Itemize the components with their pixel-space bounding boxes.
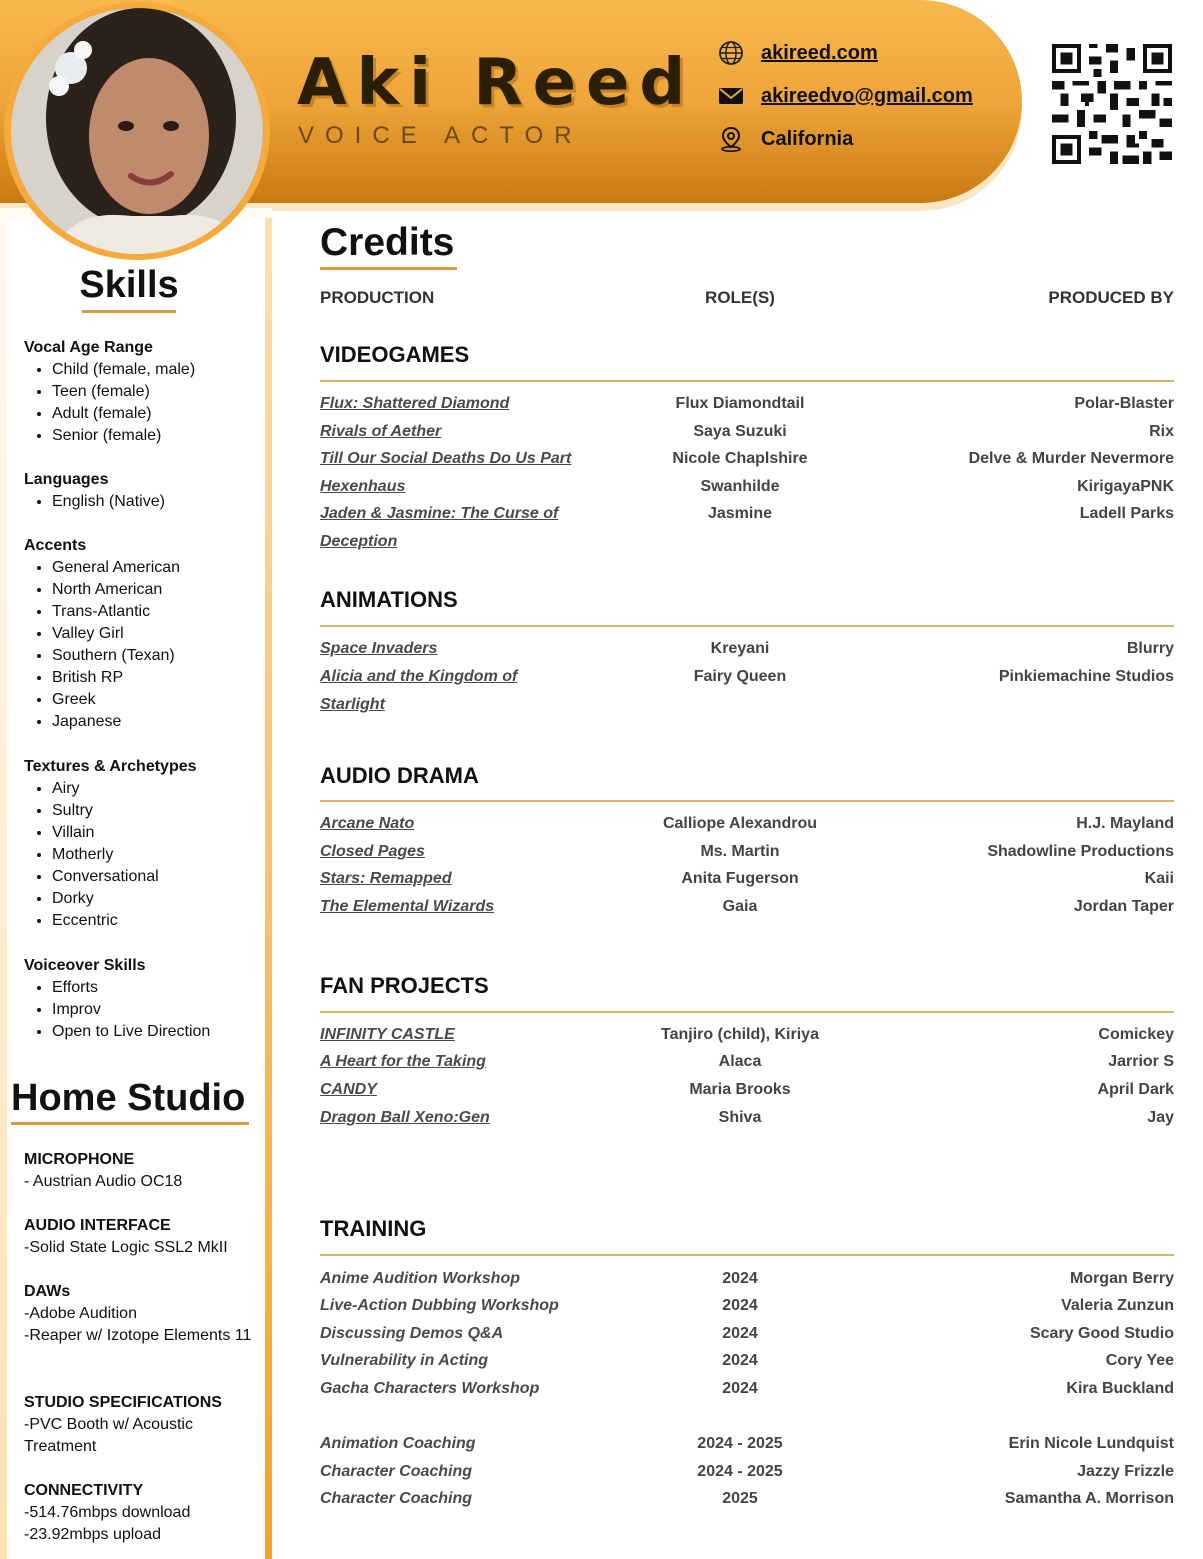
list-item: • Teen (female) bbox=[52, 381, 259, 403]
list-item: • British RP bbox=[52, 667, 259, 689]
producer-text: Jarrior S bbox=[1108, 1053, 1174, 1070]
list-item: • Trans-Atlantic bbox=[52, 601, 259, 623]
producer-text: Shadowline Productions bbox=[987, 843, 1174, 860]
list-item: • Greek bbox=[52, 689, 259, 711]
section-heading: Textures & Archetypes bbox=[24, 758, 197, 775]
role-text: Tanjiro (child), Kiriya bbox=[661, 1026, 819, 1043]
training-instructor: Kira Buckland bbox=[1066, 1380, 1174, 1397]
section-divider bbox=[320, 380, 1174, 382]
skills-title: Skills bbox=[79, 264, 179, 306]
production-link[interactable]: Alicia and the Kingdom of Starlight bbox=[320, 668, 518, 713]
list-item: • Motherly bbox=[52, 844, 259, 866]
producer-text: Ladell Parks bbox=[1079, 505, 1174, 522]
section-heading: AUDIO INTERFACE bbox=[24, 1217, 171, 1234]
list-item: • Open to Live Direction bbox=[52, 1021, 259, 1043]
credit-row bbox=[320, 635, 1174, 663]
section-title-audio-drama: AUDIO DRAMA bbox=[320, 763, 479, 788]
credits-title: Credits bbox=[320, 221, 455, 264]
section-heading: Languages bbox=[24, 471, 109, 488]
credit-row bbox=[320, 810, 1174, 838]
producer-text: Jay bbox=[1147, 1109, 1174, 1126]
training-instructor: Samantha A. Morrison bbox=[1004, 1490, 1174, 1507]
producer-text: Delve & Murder Nevermore bbox=[968, 450, 1174, 467]
website-link[interactable]: akireed.com bbox=[761, 41, 878, 64]
role-text: Anita Fugerson bbox=[681, 870, 799, 887]
credit-row bbox=[320, 1021, 1174, 1049]
section-heading: Voiceover Skills bbox=[24, 957, 146, 974]
training-year: 2024 bbox=[722, 1352, 758, 1369]
production-link[interactable]: INFINITY CASTLE bbox=[320, 1026, 455, 1043]
sidebar-accent-bar bbox=[265, 218, 272, 1559]
studio-line: -23.92mbps upload bbox=[24, 1526, 161, 1543]
list-item: • General American bbox=[52, 557, 259, 579]
avatar-portrait-image bbox=[11, 8, 263, 254]
credit-row bbox=[320, 838, 1174, 866]
training-year: 2024 bbox=[722, 1380, 758, 1397]
section-title-training: TRAINING bbox=[320, 1216, 427, 1241]
training-row bbox=[320, 1265, 1174, 1293]
credit-row bbox=[320, 1048, 1174, 1076]
studio-line: -Reaper w/ Izotope Elements 11 bbox=[24, 1327, 252, 1344]
training-year: 2024 - 2025 bbox=[697, 1435, 783, 1452]
skills-underline bbox=[82, 310, 176, 313]
globe-icon bbox=[718, 40, 744, 66]
avatar bbox=[11, 8, 263, 254]
producer-text: April Dark bbox=[1097, 1081, 1174, 1098]
training-year: 2024 bbox=[722, 1297, 758, 1314]
role-text: Jasmine bbox=[707, 505, 773, 522]
training-row bbox=[320, 1320, 1174, 1348]
credit-row bbox=[320, 663, 1174, 719]
production-link[interactable]: Arcane Nato bbox=[320, 815, 415, 832]
training-instructor: Jazzy Frizzle bbox=[1077, 1463, 1174, 1480]
training-name: Anime Audition Workshop bbox=[320, 1270, 520, 1287]
location-text: California bbox=[761, 127, 854, 150]
credit-row bbox=[320, 865, 1174, 893]
training-instructor: Valeria Zunzun bbox=[1061, 1297, 1174, 1314]
training-name: Animation Coaching bbox=[320, 1435, 476, 1452]
credit-row bbox=[320, 1104, 1174, 1132]
home-studio-title: Home Studio bbox=[11, 1077, 246, 1119]
role-text: Flux Diamondtail bbox=[675, 395, 805, 412]
producer-text: Jordan Taper bbox=[1073, 898, 1174, 915]
credit-row bbox=[320, 500, 1174, 556]
studio-daws bbox=[24, 1281, 259, 1347]
producer-text: Comickey bbox=[1098, 1026, 1174, 1043]
list-item: • Dorky bbox=[52, 888, 259, 910]
section-divider bbox=[320, 1011, 1174, 1013]
list-item: • Airy bbox=[52, 778, 259, 800]
training-instructor: Scary Good Studio bbox=[1029, 1325, 1174, 1342]
contact-website[interactable] bbox=[718, 40, 878, 66]
section-divider bbox=[320, 1254, 1174, 1256]
producer-text: Kaii bbox=[1144, 870, 1174, 887]
training-instructor: Morgan Berry bbox=[1069, 1270, 1174, 1287]
production-link[interactable]: A Heart for the Taking bbox=[320, 1053, 486, 1070]
skill-section-vocal-age bbox=[24, 337, 259, 447]
production-link[interactable]: CANDY bbox=[320, 1081, 377, 1098]
training-name: Vulnerability in Acting bbox=[320, 1352, 489, 1369]
producer-text: Pinkiemachine Studios bbox=[998, 668, 1174, 685]
training-name: Character Coaching bbox=[320, 1490, 473, 1507]
section-heading: STUDIO SPECIFICATIONS bbox=[24, 1394, 222, 1411]
studio-specifications bbox=[24, 1392, 259, 1458]
column-header-roles: ROLE(S) bbox=[705, 288, 775, 307]
list-item: • Sultry bbox=[52, 800, 259, 822]
production-link[interactable]: Space Invaders bbox=[320, 640, 438, 657]
list-item: • North American bbox=[52, 579, 259, 601]
location-pin-icon bbox=[718, 126, 744, 152]
role-text: Maria Brooks bbox=[689, 1081, 791, 1098]
studio-line: - Austrian Audio OC18 bbox=[24, 1173, 183, 1190]
training-instructor: Cory Yee bbox=[1105, 1352, 1174, 1369]
skill-section-textures bbox=[24, 756, 259, 932]
email-link[interactable]: akireedvo@gmail.com bbox=[761, 84, 973, 107]
list-item: • English (Native) bbox=[52, 491, 259, 513]
section-title-animations: ANIMATIONS bbox=[320, 587, 458, 612]
training-row bbox=[320, 1375, 1174, 1403]
credit-row bbox=[320, 893, 1174, 921]
producer-text: Blurry bbox=[1126, 640, 1174, 657]
credit-row bbox=[320, 445, 1174, 473]
role-text: Kreyani bbox=[710, 640, 770, 657]
training-row bbox=[320, 1430, 1174, 1458]
producer-text: Polar-Blaster bbox=[1074, 395, 1174, 412]
skill-section-languages bbox=[24, 469, 259, 513]
training-year: 2024 bbox=[722, 1270, 758, 1287]
credit-row bbox=[320, 418, 1174, 446]
role-text: Saya Suzuki bbox=[693, 423, 787, 440]
credits-underline bbox=[320, 267, 457, 270]
role-text: Shiva bbox=[718, 1109, 762, 1126]
role-text: Ms. Martin bbox=[700, 843, 780, 860]
list-item: • Eccentric bbox=[52, 910, 259, 932]
list-item: • Senior (female) bbox=[52, 425, 259, 447]
list-item: • Conversational bbox=[52, 866, 259, 888]
role-text: Alaca bbox=[718, 1053, 762, 1070]
training-year: 2024 bbox=[722, 1325, 758, 1342]
list-item: • Child (female, male) bbox=[52, 359, 259, 381]
section-heading: CONNECTIVITY bbox=[24, 1482, 144, 1499]
production-link[interactable]: Till Our Social Deaths Do Us Part bbox=[320, 450, 572, 467]
training-year: 2025 bbox=[722, 1490, 758, 1507]
studio-line: -Adobe Audition bbox=[24, 1305, 137, 1322]
section-divider bbox=[320, 800, 1174, 802]
production-link[interactable]: Closed Pages bbox=[320, 843, 425, 860]
list-item: • Efforts bbox=[52, 977, 259, 999]
section-heading: Accents bbox=[24, 537, 87, 554]
person-name: Aki Reed bbox=[297, 46, 696, 120]
training-name: Gacha Characters Workshop bbox=[320, 1380, 540, 1397]
column-header-production: PRODUCTION bbox=[320, 288, 435, 307]
producer-text: Rix bbox=[1149, 423, 1174, 440]
qr-code-image[interactable] bbox=[1052, 44, 1172, 164]
mail-icon bbox=[718, 83, 744, 109]
studio-line: -Solid State Logic SSL2 MkII bbox=[24, 1239, 228, 1256]
training-name: Character Coaching bbox=[320, 1463, 473, 1480]
training-row bbox=[320, 1485, 1174, 1513]
producer-text: KirigayaPNK bbox=[1077, 478, 1174, 495]
list-item: • Japanese bbox=[52, 711, 259, 733]
production-link[interactable]: Stars: Remapped bbox=[320, 870, 452, 887]
production-link[interactable]: Dragon Ball Xeno:Gen bbox=[320, 1109, 490, 1126]
producer-text: H.J. Mayland bbox=[1076, 815, 1174, 832]
section-heading: MICROPHONE bbox=[24, 1151, 135, 1168]
training-row bbox=[320, 1292, 1174, 1320]
credit-row bbox=[320, 473, 1174, 501]
production-link[interactable]: Rivals of Aether bbox=[320, 423, 442, 440]
training-name: Discussing Demos Q&A bbox=[320, 1325, 504, 1342]
contact-email[interactable] bbox=[718, 83, 973, 109]
section-title-fan-projects: FAN PROJECTS bbox=[320, 973, 489, 998]
training-row bbox=[320, 1458, 1174, 1486]
role-text: Fairy Queen bbox=[693, 668, 787, 685]
list-item: • Southern (Texan) bbox=[52, 645, 259, 667]
role-text: Calliope Alexandrou bbox=[662, 815, 818, 832]
studio-audio-interface bbox=[24, 1215, 259, 1259]
credit-row bbox=[320, 1076, 1174, 1104]
studio-connectivity bbox=[24, 1480, 259, 1546]
production-link[interactable]: Hexenhaus bbox=[320, 478, 406, 495]
studio-line: -PVC Booth w/ Acoustic Treatment bbox=[24, 1416, 193, 1455]
skill-section-accents bbox=[24, 535, 259, 733]
list-item: • Adult (female) bbox=[52, 403, 259, 425]
role-text: Swanhilde bbox=[700, 478, 780, 495]
skill-section-voiceover bbox=[24, 955, 259, 1043]
list-item: • Villain bbox=[52, 822, 259, 844]
studio-microphone bbox=[24, 1149, 259, 1193]
role-text: Nicole Chaplshire bbox=[672, 450, 808, 467]
section-title-videogames: VIDEOGAMES bbox=[320, 342, 470, 367]
home-studio-underline bbox=[11, 1122, 249, 1125]
training-name: Live-Action Dubbing Workshop bbox=[320, 1297, 559, 1314]
list-item: • Valley Girl bbox=[52, 623, 259, 645]
production-link[interactable]: The Elemental Wizards bbox=[320, 898, 495, 915]
column-header-produced-by: PRODUCED BY bbox=[1048, 288, 1174, 307]
section-divider bbox=[320, 625, 1174, 627]
training-year: 2024 - 2025 bbox=[697, 1463, 783, 1480]
job-title: VOICE ACTOR bbox=[298, 122, 583, 149]
production-link[interactable]: Jaden & Jasmine: The Curse of Deception bbox=[320, 505, 559, 550]
credit-row bbox=[320, 390, 1174, 418]
training-instructor: Erin Nicole Lundquist bbox=[1008, 1435, 1174, 1452]
section-heading: DAWs bbox=[24, 1283, 71, 1300]
training-row bbox=[320, 1347, 1174, 1375]
studio-line: -514.76mbps download bbox=[24, 1504, 191, 1521]
list-item: • Improv bbox=[52, 999, 259, 1021]
role-text: Gaia bbox=[722, 898, 758, 915]
contact-location bbox=[718, 126, 853, 152]
production-link[interactable]: Flux: Shattered Diamond bbox=[320, 395, 510, 412]
section-heading: Vocal Age Range bbox=[24, 339, 153, 356]
